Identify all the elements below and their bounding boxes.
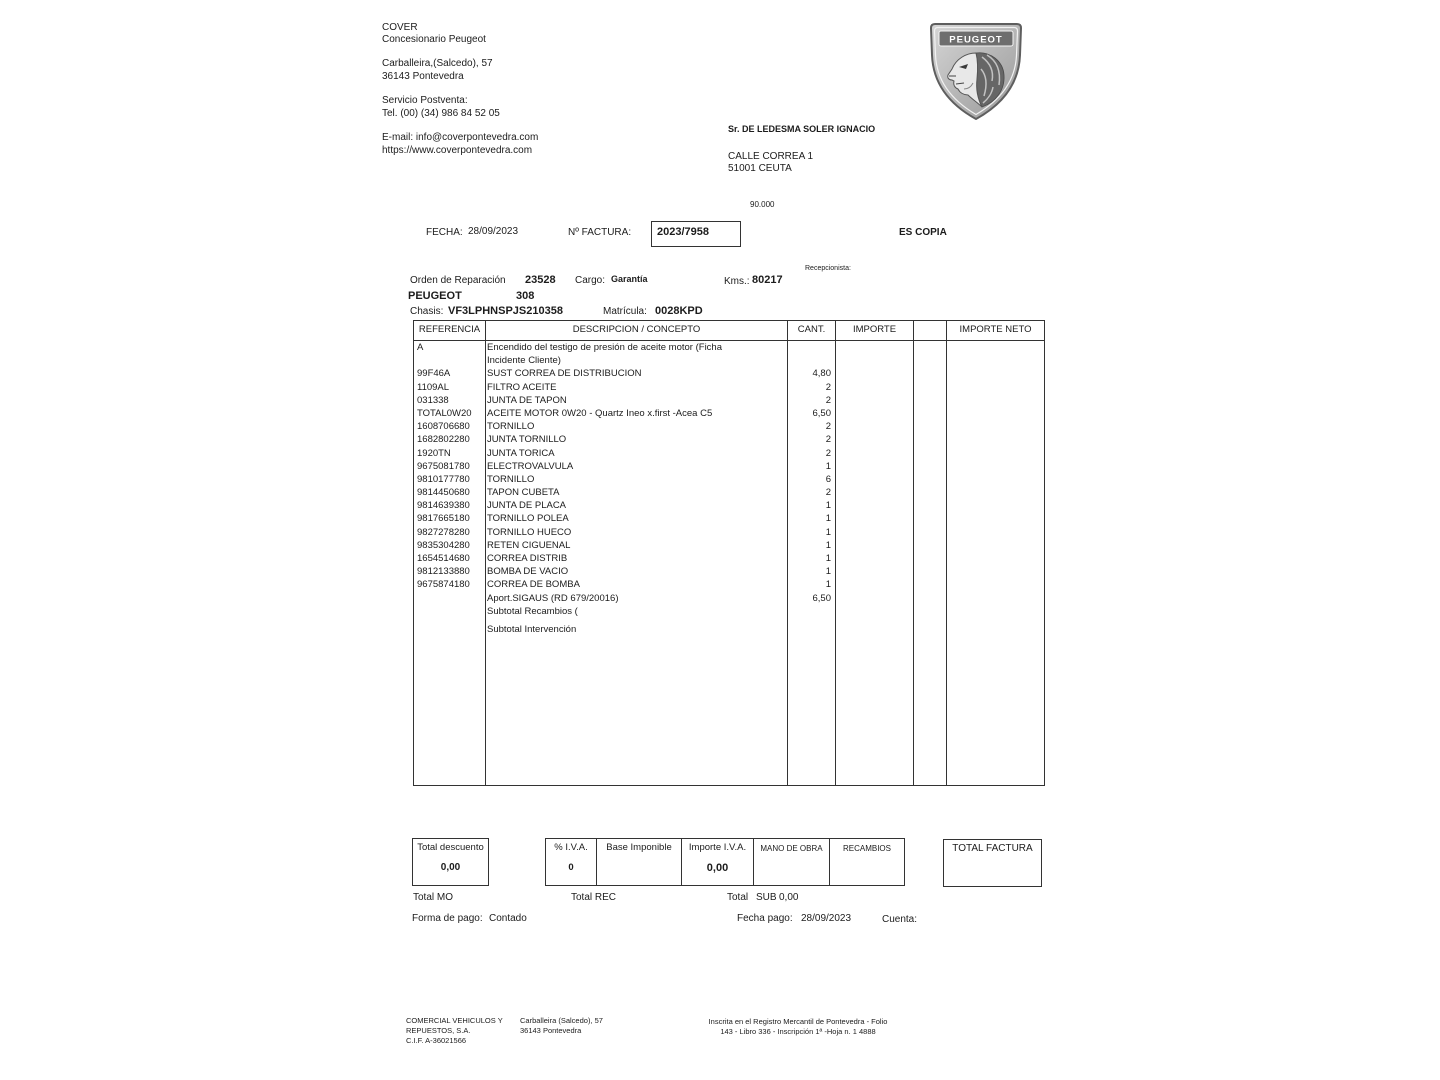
copy-label: ES COPIA: [899, 227, 947, 238]
customer-code: 90.000: [750, 200, 775, 209]
payment-date-label: Fecha pago:: [737, 913, 793, 924]
dealer-web: https://www.coverpontevedra.com: [382, 145, 533, 156]
invoice-date: 28/09/2023: [468, 226, 519, 237]
items-table: [413, 320, 1045, 786]
kms-label: Kms.:: [724, 276, 750, 287]
item-description: JUNTA DE TAPON: [487, 394, 567, 406]
vat-amount-label: Importe I.V.A.: [688, 842, 747, 853]
item-quantity: 2: [825, 434, 831, 446]
table-row: [414, 552, 1044, 565]
invoice-number-label: Nº FACTURA:: [568, 227, 632, 238]
item-reference: 1654514680: [417, 553, 470, 564]
sub-label: SUB: [756, 892, 777, 903]
item-description: TORNILLO POLEA: [487, 513, 569, 525]
table-row: [414, 473, 1044, 486]
table-row: [414, 526, 1044, 539]
header-net-amount: IMPORTE NETO: [959, 324, 1032, 335]
item-description: Encendido del testigo de presión de aceite motor (Ficha: [487, 342, 722, 353]
payment-date: 28/09/2023: [801, 913, 852, 924]
discount-box: [412, 838, 489, 886]
item-quantity: 2: [825, 394, 831, 406]
vehicle-model: 308: [516, 290, 535, 302]
tax-summary-box: [545, 838, 905, 886]
kms-value: 80217: [752, 274, 783, 286]
footer-address-line2: 36143 Pontevedra: [520, 1026, 582, 1035]
charge-label: Cargo:: [575, 275, 606, 286]
total-rec-label: Total REC: [571, 892, 617, 903]
vehicle-brand: PEUGEOT: [408, 290, 462, 302]
item-description: CORREA DE BOMBA: [487, 579, 580, 591]
tax-base-label: Base Imponible: [606, 842, 672, 853]
invoice-total-box: [943, 839, 1042, 887]
item-reference: 031338: [417, 394, 449, 406]
item-reference: 9814450680: [417, 487, 470, 499]
account-label: Cuenta:: [882, 914, 918, 925]
item-reference: 9835304280: [417, 539, 470, 551]
footer-company-line2: REPUESTOS, S.A.: [406, 1026, 471, 1035]
table-row: [414, 565, 1044, 578]
item-quantity: 6,50: [812, 407, 831, 419]
customer-city: 51001 CEUTA: [728, 163, 792, 174]
total-mo-label: Total MO: [413, 892, 454, 903]
header-quantity: CANT.: [797, 324, 826, 335]
table-body: [414, 341, 1044, 636]
vat-percent-value: 0: [568, 862, 574, 873]
table-row: [414, 354, 1044, 367]
item-description: Subtotal Recambios (: [487, 605, 578, 617]
item-quantity: 1: [825, 460, 831, 472]
total-sub-label: Total: [727, 892, 749, 903]
item-quantity: 1: [825, 539, 831, 551]
item-quantity: 2: [825, 421, 831, 433]
dealer-subtitle: Concesionario Peugeot: [382, 34, 486, 45]
invoice-total-label: TOTAL FACTURA: [952, 843, 1033, 854]
item-quantity: 1: [825, 513, 831, 525]
item-reference: 1920TN: [417, 447, 451, 459]
table-row: [414, 447, 1044, 460]
item-quantity: 1: [825, 553, 831, 564]
item-quantity: 1: [825, 500, 831, 512]
footer-cif: C.I.F. A-36021566: [406, 1036, 467, 1045]
chassis-value: VF3LPHNSPJS210358: [448, 305, 563, 317]
table-row: [414, 407, 1044, 420]
item-quantity: 6: [825, 473, 831, 485]
customer-name: Sr. DE LEDESMA SOLER IGNACIO: [728, 124, 876, 134]
item-reference: TOTAL0W20: [417, 407, 472, 419]
table-row: [414, 367, 1044, 380]
dealer-address-line2: 36143 Pontevedra: [382, 71, 464, 82]
logo-wordmark: PEUGEOT: [949, 34, 1003, 46]
table-row: [414, 433, 1044, 446]
discount-label: Total descuento: [417, 842, 484, 853]
dealer-email: E-mail: info@coverpontevedra.com: [382, 132, 539, 143]
labor-label: MANO DE OBRA: [760, 844, 823, 853]
chassis-label: Chasis:: [410, 306, 444, 317]
receptionist-label: Recepcionista:: [805, 265, 851, 272]
table-row: [414, 460, 1044, 473]
dealer-name: COVER: [382, 22, 418, 33]
item-quantity: 1: [825, 526, 831, 538]
footer-company-line1: COMERCIAL VEHICULOS Y: [406, 1016, 503, 1025]
item-description: Subtotal Intervención: [487, 623, 577, 635]
discount-value: 0,00: [440, 862, 461, 873]
item-reference: 9810177780: [417, 473, 470, 485]
customer-street: CALLE CORREA 1: [728, 151, 814, 162]
dealer-service-label: Servicio Postventa:: [382, 95, 468, 106]
item-description: JUNTA TORICA: [487, 447, 555, 459]
item-description: TORNILLO HUECO: [487, 526, 572, 538]
order-label: Orden de Reparación: [410, 275, 506, 286]
table-row: [414, 486, 1044, 499]
table-row: [414, 512, 1044, 525]
item-quantity: 1: [825, 566, 831, 578]
item-reference: 9812133880: [417, 566, 470, 578]
item-description: ELECTROVALVULA: [487, 460, 574, 472]
item-description: RETEN CIGUENAL: [487, 539, 571, 551]
item-description: ACEITE MOTOR 0W20 - Quartz Ineo x.first -Acea C5: [487, 407, 713, 419]
item-reference: 9814639380: [417, 500, 470, 512]
item-reference: 1109AL: [417, 381, 450, 393]
item-reference: A: [417, 342, 424, 353]
item-description: Aport.SIGAUS (RD 679/20016): [487, 592, 619, 604]
table-row: [414, 623, 1044, 636]
table-row: [414, 394, 1044, 407]
item-reference: 1608706680: [417, 421, 470, 433]
charge-value: Garantía: [611, 274, 648, 284]
item-reference: 9817665180: [417, 513, 470, 525]
item-quantity: 6,50: [812, 592, 831, 604]
item-quantity: 1: [825, 579, 831, 591]
table-row: [414, 341, 1044, 354]
item-reference: 9827278280: [417, 526, 470, 538]
item-description: TORNILLO: [487, 473, 535, 485]
item-description: TORNILLO: [487, 421, 535, 433]
item-reference: 9675081780: [417, 460, 470, 472]
item-description: JUNTA TORNILLO: [487, 434, 567, 446]
footer-registry-line2: 143 - Libro 336 - Inscripción 1ª -Hoja n. 1 4888: [720, 1027, 876, 1036]
table-row: [414, 592, 1044, 605]
invoice-date-label: FECHA:: [426, 227, 463, 238]
item-description: SUST CORREA DE DISTRIBUCION: [487, 368, 642, 380]
item-description: TAPON CUBETA: [487, 487, 560, 499]
footer-registry-line1: Inscrita en el Registro Mercantil de Pontevedra - Folio: [708, 1017, 888, 1026]
item-reference: 1682802280: [417, 434, 470, 446]
item-description: FILTRO ACEITE: [487, 381, 557, 393]
order-number: 23528: [525, 274, 556, 286]
payment-method-label: Forma de pago:: [412, 913, 483, 924]
header-reference: REFERENCIA: [418, 324, 481, 335]
total-sub-value: 0,00: [779, 892, 799, 903]
table-row: [414, 605, 1044, 618]
plate-value: 0028KPD: [655, 305, 703, 317]
table-row: [414, 420, 1044, 433]
item-quantity: 2: [825, 487, 831, 499]
item-description: BOMBA DE VACIO: [487, 566, 569, 578]
table-row: [414, 539, 1044, 552]
table-row: [414, 578, 1044, 591]
dealer-address-line1: Carballeira,(Salcedo), 57: [382, 58, 493, 69]
table-row: [414, 381, 1044, 394]
item-reference: 99F46A: [417, 368, 451, 380]
plate-label: Matrícula:: [603, 306, 647, 317]
parts-label: RECAMBIOS: [842, 844, 891, 853]
item-quantity: 4,80: [812, 368, 831, 380]
item-description: JUNTA DE PLACA: [487, 500, 567, 512]
dealer-phone: Tel. (00) (34) 986 84 52 05: [382, 108, 500, 119]
vat-amount-value: 0,00: [706, 862, 729, 874]
peugeot-logo: [930, 23, 1022, 120]
item-reference: 9675874180: [417, 579, 470, 591]
footer-address-line1: Carballeira (Salcedo), 57: [520, 1016, 603, 1025]
header-amount: IMPORTE: [852, 324, 897, 335]
vat-percent-label: % I.V.A.: [554, 842, 588, 853]
item-description: CORREA DISTRIB: [487, 553, 568, 564]
table-row: [414, 499, 1044, 512]
item-quantity: 2: [825, 381, 831, 393]
payment-method: Contado: [489, 913, 527, 924]
header-description: DESCRIPCION / CONCEPTO: [572, 324, 701, 335]
item-description: Incidente Cliente): [487, 355, 561, 367]
item-quantity: 2: [825, 447, 831, 459]
invoice-number: 2023/7958: [657, 226, 709, 238]
